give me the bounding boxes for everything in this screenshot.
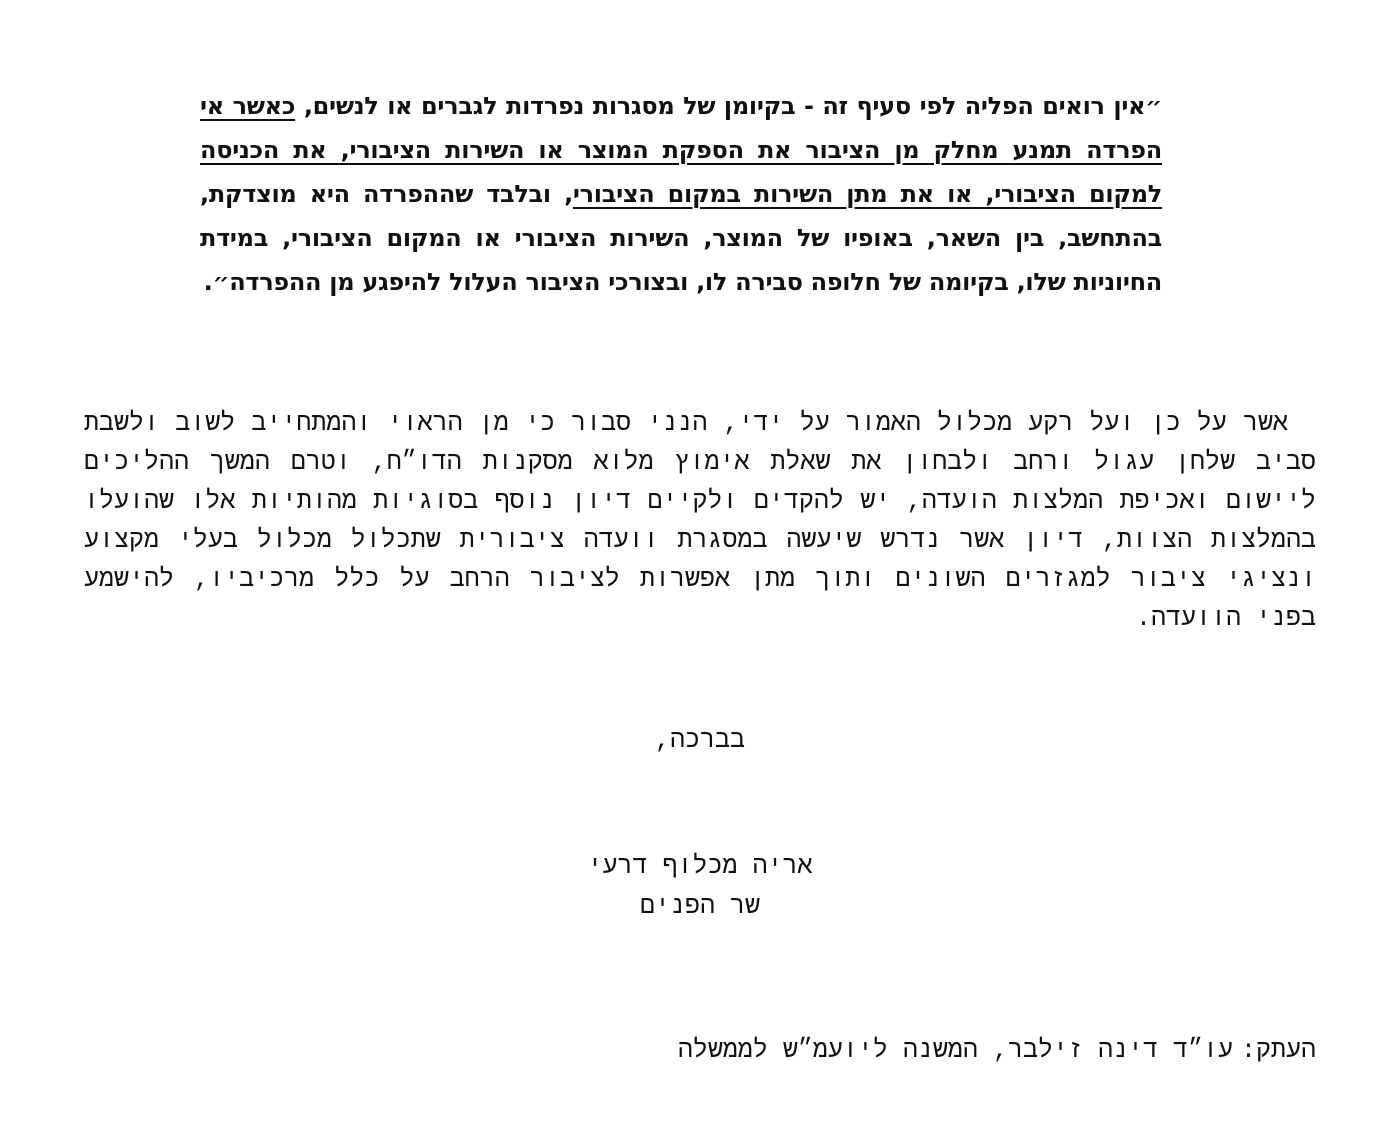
copy-recipient-line <box>678 1036 1316 1065</box>
copy-recipient: עו״ד דינה זילבר, המשנה ליועמ״ש לממשלה <box>677 1036 1233 1065</box>
quoted-law-clause <box>200 84 1162 304</box>
quote-underlined-text: כאשר אי הפרדה תמנע מחלק מן הציבור את הספקת המוצר או השירות הציבורי, את הכניסה למקום הציבורי, או את מתן השירות במקום הציבורי <box>200 92 1162 208</box>
quote-closing-text: , ובלבד שההפרדה היא מוצדקת, בהתחשב, בין השאר, באופיו של המוצר, השירות הציבורי או המקום הציבורי, במידת החיוניות שלו, בקיומה של חלופה סבירה לו, ובצורכי הציבור העלול להיפגע מן ההפרדה״. <box>200 180 1162 296</box>
quote-opening-text: ״אין רואים הפליה לפי סעיף זה - בקיומן של מסגרות נפרדות לגברים או לנשים, <box>295 92 1162 120</box>
closing-blessing: בברכה, <box>654 726 745 755</box>
body-paragraph: אשר על כן ועל רקע מכלול האמור על ידי, הנני סבור כי מן הראוי והמתחייב לשוב ולשבת סביב שלחן עגול ורחב ולבחון את שאלת אימוץ מלוא מסקנות הדו״ח, וטרם המשך ההליכים ליישום ואכיפת המלצות הועדה, יש להקדים ולקיים דיון נוסף בסוגיות מהותיות אלו שהועלו בהמלצות הצוות, דיון אשר נדרש שיעשה במסגרת וועדה ציבורית שתכלול מכלול בעלי מקצוע ונציגי ציבור למגזרים השונים ותוך מתן אפשרות לציבור הרחב על כלל מרכיביו, להישמע בפני הוועדה. <box>84 409 1316 633</box>
copy-label: העתק: <box>1240 1036 1316 1065</box>
signer-name: אריה מכלוף דרעי <box>587 852 813 881</box>
signer-title: שר הפנים <box>639 892 761 921</box>
